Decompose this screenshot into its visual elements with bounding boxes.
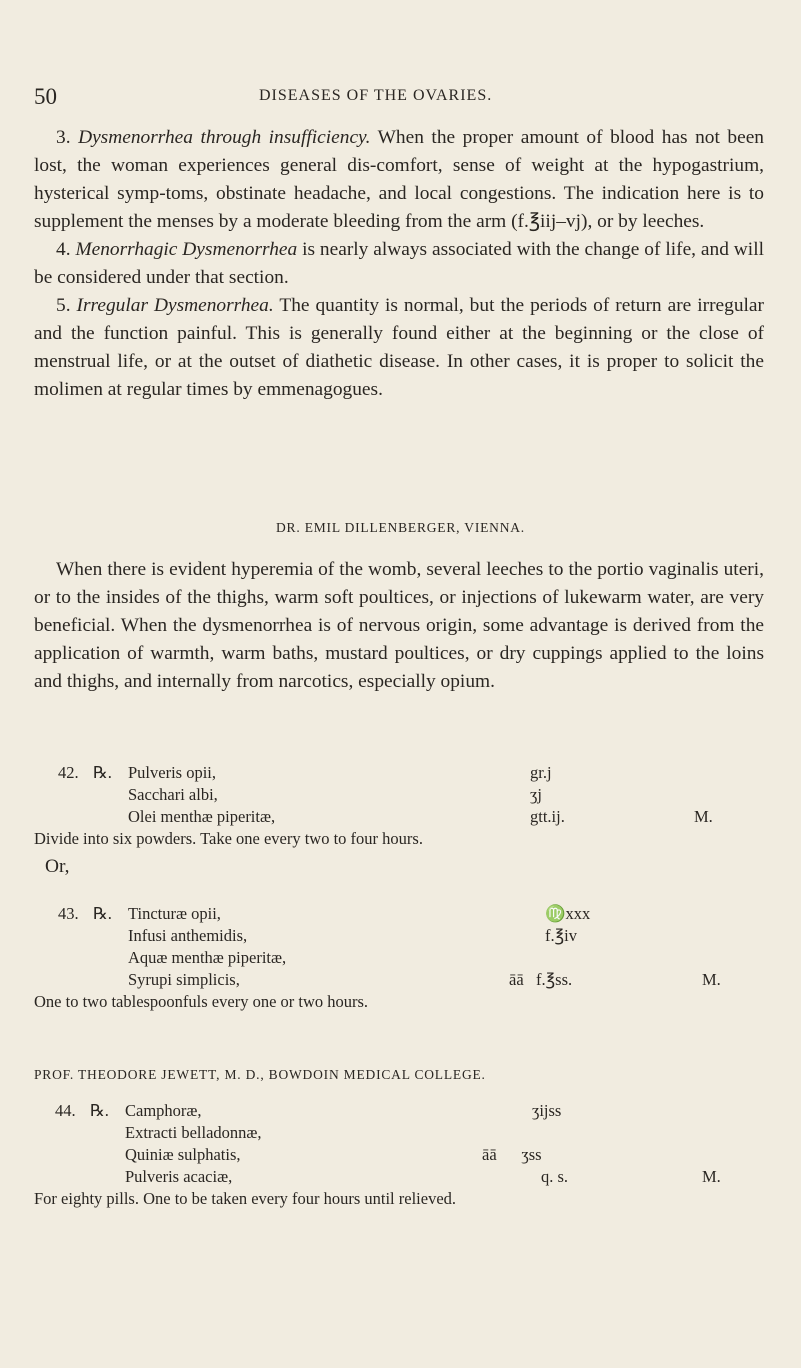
section-heading-dillenberger: DR. EMIL DILLENBERGER, VIENNA. xyxy=(276,520,525,535)
page-header xyxy=(34,84,754,110)
ingredient-name: Extracti belladonnæ, xyxy=(125,1123,262,1142)
dillenberger-paragraph xyxy=(34,556,764,696)
ingredient-name: Pulveris acaciæ, xyxy=(125,1167,233,1186)
rx-number: 43. xyxy=(58,904,79,923)
misce-mark: M. xyxy=(694,807,713,826)
paragraph-5-number: 5. xyxy=(56,295,71,316)
rx-line xyxy=(34,762,754,784)
rx-line xyxy=(34,1144,754,1166)
paragraph-5-text: The quantity is normal, but the periods of return are irregular and the function painful. This is generally found either at the beginning or the close of menstrual life, or at the outset of diathetic disease. In other cases, it is proper to solicit the molimen at regular times by emmenagogues. xyxy=(34,295,764,400)
paragraph-3-number: 3. xyxy=(56,127,71,148)
rx-line xyxy=(34,1166,754,1188)
page-number: 50 xyxy=(34,84,57,109)
ingredient-name: Tincturæ opii, xyxy=(128,904,221,923)
directions-text: Divide into six powders. Take one every two to four hours. xyxy=(34,829,423,848)
directions-text: For eighty pills. One to be taken every four hours until relieved. xyxy=(34,1189,457,1208)
or-connector: Or, xyxy=(45,856,70,877)
ingredient-amount: gr.j xyxy=(530,763,552,782)
paragraph-4 xyxy=(34,236,764,292)
ingredient-name: Quiniæ sulphatis, xyxy=(125,1145,241,1164)
misce-mark: M. xyxy=(702,970,721,989)
rx-directions xyxy=(34,1188,754,1210)
ingredient-name: Aquæ menthæ piperitæ, xyxy=(128,948,287,967)
ingredient-name: Pulveris opii, xyxy=(128,763,217,782)
prescription-43 xyxy=(34,903,754,1013)
ingredient-name: Camphoræ, xyxy=(125,1101,202,1120)
rx-directions xyxy=(34,828,754,850)
prescription-42 xyxy=(34,762,754,850)
paragraph-5 xyxy=(34,292,764,404)
rx-line xyxy=(34,806,754,828)
ingredient-name: Syrupi simplicis, xyxy=(128,970,240,989)
paragraph-3-text: When the proper amount of blood has not been lost, the woman experiences general dis-comfort, sense of weight at the hypogastrium, hysterical symp-toms, obstinate headache, and local congestions. The indication here is to supplement the menses by a moderate bleeding from the arm (f.℥iij–vj), or by leeches. xyxy=(34,127,765,232)
prescription-44 xyxy=(34,1100,754,1210)
rx-number: 42. xyxy=(58,763,79,782)
paragraph-4-title: Menorrhagic Dysmenorrhea xyxy=(75,239,298,260)
rx-line xyxy=(34,947,754,969)
rx-line xyxy=(34,903,754,925)
ingredient-name: Sacchari albi, xyxy=(128,785,218,804)
rx-line xyxy=(34,784,754,806)
running-title: DISEASES OF THE OVARIES. xyxy=(259,87,493,104)
ingredient-amount: gtt.ij. xyxy=(530,807,565,826)
rx-line xyxy=(34,1122,754,1144)
recipe-symbol: ℞. xyxy=(93,763,112,782)
rx-line xyxy=(34,925,754,947)
recipe-symbol: ℞. xyxy=(93,904,112,923)
dysmenorrhea-varieties xyxy=(34,124,764,404)
ingredient-name: Olei menthæ piperitæ, xyxy=(128,807,276,826)
section-heading-jewett: PROF. THEODORE JEWETT, M. D., BOWDOIN MEDICAL COLLEGE. xyxy=(34,1067,486,1082)
rx-line xyxy=(34,1100,754,1122)
directions-text: One to two tablespoonfuls every one or two hours. xyxy=(34,992,369,1011)
ingredient-amount: āā f.℥ss. xyxy=(509,970,573,989)
ingredient-amount: f.℥iv xyxy=(545,926,577,945)
ingredient-amount: ♍xxx xyxy=(545,904,591,923)
misce-mark: M. xyxy=(702,1167,721,1186)
paragraph-4-number: 4. xyxy=(56,239,71,260)
ingredient-name: Infusi anthemidis, xyxy=(128,926,248,945)
paragraph-3-title: Dysmenorrhea through insufficiency. xyxy=(78,127,371,148)
ingredient-amount: āā ʒss xyxy=(482,1145,542,1164)
recipe-symbol: ℞. xyxy=(90,1101,109,1120)
rx-line xyxy=(34,969,754,991)
ingredient-amount: ʒj xyxy=(530,785,542,804)
paragraph-5-title: Irregular Dysmenorrhea. xyxy=(76,295,274,316)
rx-number: 44. xyxy=(55,1101,76,1120)
paragraph-3 xyxy=(34,124,764,236)
dillenberger-text: When there is evident hyperemia of the womb, several leeches to the portio vaginalis uteri, or to the insides of the thighs, warm soft poultices, or injections of lukewarm water, are very beneficial. When the dysmenorrhea is of nervous origin, some advantage is derived from the application of warmth, warm baths, mustard poultices, or dry cuppings applied to the loins and thighs, and internally from narcotics, especially opium. xyxy=(34,559,764,692)
rx-directions xyxy=(34,991,754,1013)
ingredient-amount: ʒijss xyxy=(532,1101,562,1120)
paragraph-4-text: is nearly always associated with the change of life, and will be considered under that section. xyxy=(34,239,764,288)
ingredient-amount: q. s. xyxy=(541,1167,569,1186)
